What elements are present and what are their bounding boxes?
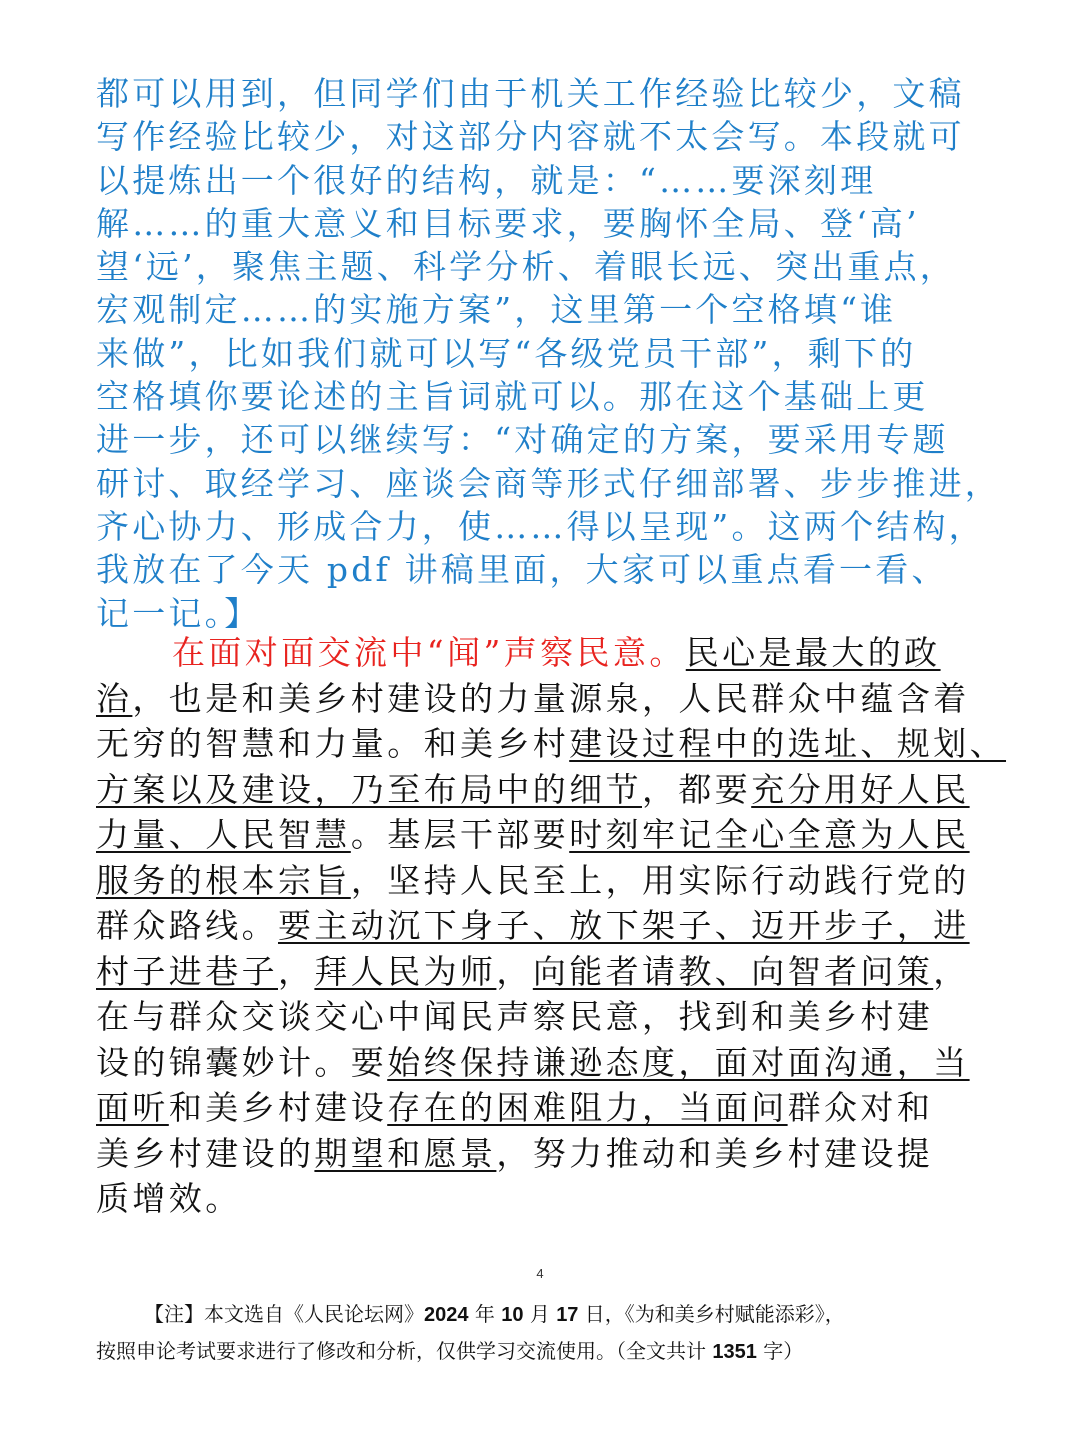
underlined-phrase: 期望和愿景 [314, 1133, 497, 1173]
footnote-text: 年 [468, 1302, 502, 1326]
article-line [96, 630, 1006, 676]
article-text: ，都要 [642, 769, 752, 809]
commentary-line: 宏观制定……的实施方案”，这里第一个空格填“谁 [96, 290, 897, 330]
footnote [96, 1296, 996, 1370]
commentary-line: 空格填你要论述的主旨词就可以。那在这个基础上更 [96, 377, 929, 417]
commentary-line: 我放在了今天 pdf 讲稿里面，大家可以重点看一看、 [96, 550, 948, 590]
article-text: ， [933, 951, 970, 991]
underlined-phrase: 治 [96, 678, 133, 718]
article-line [96, 1040, 1006, 1086]
article-line [96, 858, 1006, 904]
footnote-text: 按照申论考试要求进行了修改和分析，仅供学习交流使用。（全文共计 [96, 1339, 713, 1363]
underlined-phrase: 面听 [96, 1088, 169, 1127]
commentary-line: 齐心协力、形成合力，使……得以呈现”。这两个结构， [96, 506, 985, 546]
article-text: ，坚持人民至上，用实际行动践行党的 [350, 860, 970, 900]
commentary-line: 来做”，比如我们就可以写“各级党员干部”，剩下的 [96, 333, 917, 373]
article-text: ，努力推动和美乡村建设提 [496, 1133, 934, 1173]
underlined-phrase: 充分用好人民 [751, 769, 970, 809]
commentary-line: 解……的重大意义和目标要求，要胸怀全局、登‘高’ [96, 203, 920, 243]
commentary-line: 记一记。】 [96, 593, 261, 633]
article-line [96, 1085, 1006, 1131]
article-line [96, 949, 1006, 995]
commentary-paragraph [96, 72, 1001, 635]
article-line: 质增效。 [96, 1179, 242, 1218]
commentary-line: 望‘远’，聚焦主题、科学分析、着眼长远、突出重点， [96, 247, 956, 287]
article-text: 设的锦囊妙计。要 [96, 1042, 388, 1082]
section-heading: 在面对面交流中“闻”声察民意。 [172, 633, 686, 672]
footnote-word-count: 1351 [712, 1341, 757, 1363]
underlined-phrase: 力量、人民智慧 [96, 815, 351, 854]
article-text: 无穷的智慧和力量。和美乡村 [96, 724, 570, 763]
commentary-line: 进一步，还可以继续写：“对确定的方案，要采用专题 [96, 420, 949, 460]
underlined-phrase: 存在的困难阻力，当面问 [387, 1088, 788, 1127]
underlined-phrase: 民心是最大的政 [685, 633, 941, 672]
underlined-phrase: 方案以及建设，乃至布局中的细节 [96, 769, 642, 809]
underlined-phrase: 拜人民为师 [314, 951, 497, 991]
commentary-line: 研讨、取经学习、座谈会商等形式仔细部署、步步推进， [96, 463, 1001, 503]
article-line: 在与群众交谈交心中闻民声察民意，找到和美乡村建 [96, 997, 934, 1036]
article-text: 美乡村建设的 [96, 1133, 315, 1173]
commentary-line: 以提炼出一个很好的结构，就是：“……要深刻理 [96, 160, 877, 200]
article-line [96, 812, 1006, 858]
footnote-line [96, 1333, 996, 1370]
article-text: ， [278, 951, 315, 991]
article-text: ， [496, 951, 533, 991]
article-line [96, 676, 1006, 722]
footnote-day: 17 [556, 1304, 579, 1326]
underlined-phrase: 村子进巷子 [96, 951, 278, 991]
footnote-text: 月 [523, 1302, 557, 1326]
underlined-phrase: 服务的根本宗旨 [96, 860, 351, 900]
commentary-line: 都可以用到，但同学们由于机关工作经验比较少，文稿 [96, 74, 965, 113]
footnote-text: 日，《为和美乡村赋能添彩》， [578, 1302, 845, 1326]
article-text: 。基层干部要 [350, 815, 570, 854]
article-text: ，也是和美乡村建设的力量源泉，人民群众中蕴含着 [132, 678, 970, 718]
footnote-month: 10 [501, 1304, 524, 1326]
underlined-phrase: 建设过程中的选址、规划、 [569, 724, 1007, 763]
page-number: 4 [536, 1266, 544, 1281]
commentary-line: 写作经验比较少，对这部分内容就不太会写。本段就可 [96, 117, 965, 157]
underlined-phrase: 向能者请教、向智者问策 [532, 951, 934, 991]
article-line [96, 767, 1006, 813]
underlined-phrase: 要主动沉下身子、放下架子、迈开步子，进 [278, 906, 970, 945]
article-line [96, 903, 1006, 949]
article-text: 群众路线。 [96, 906, 278, 945]
article-line [96, 1131, 1006, 1177]
article-paragraph [96, 630, 1006, 1222]
footnote-text: 字） [756, 1339, 804, 1363]
underlined-phrase: 始终保持谦逊态度，面对面沟通，当 [387, 1042, 970, 1082]
article-text: 和美乡村建设 [168, 1088, 388, 1127]
article-text: 群众对和 [787, 1088, 934, 1127]
footnote-line [96, 1296, 996, 1333]
footnote-text: 【注】本文选自《人民论坛网》 [144, 1302, 424, 1326]
footnote-year: 2024 [424, 1304, 469, 1326]
underlined-phrase: 时刻牢记全心全意为人民 [569, 815, 970, 854]
article-line [96, 721, 1006, 767]
